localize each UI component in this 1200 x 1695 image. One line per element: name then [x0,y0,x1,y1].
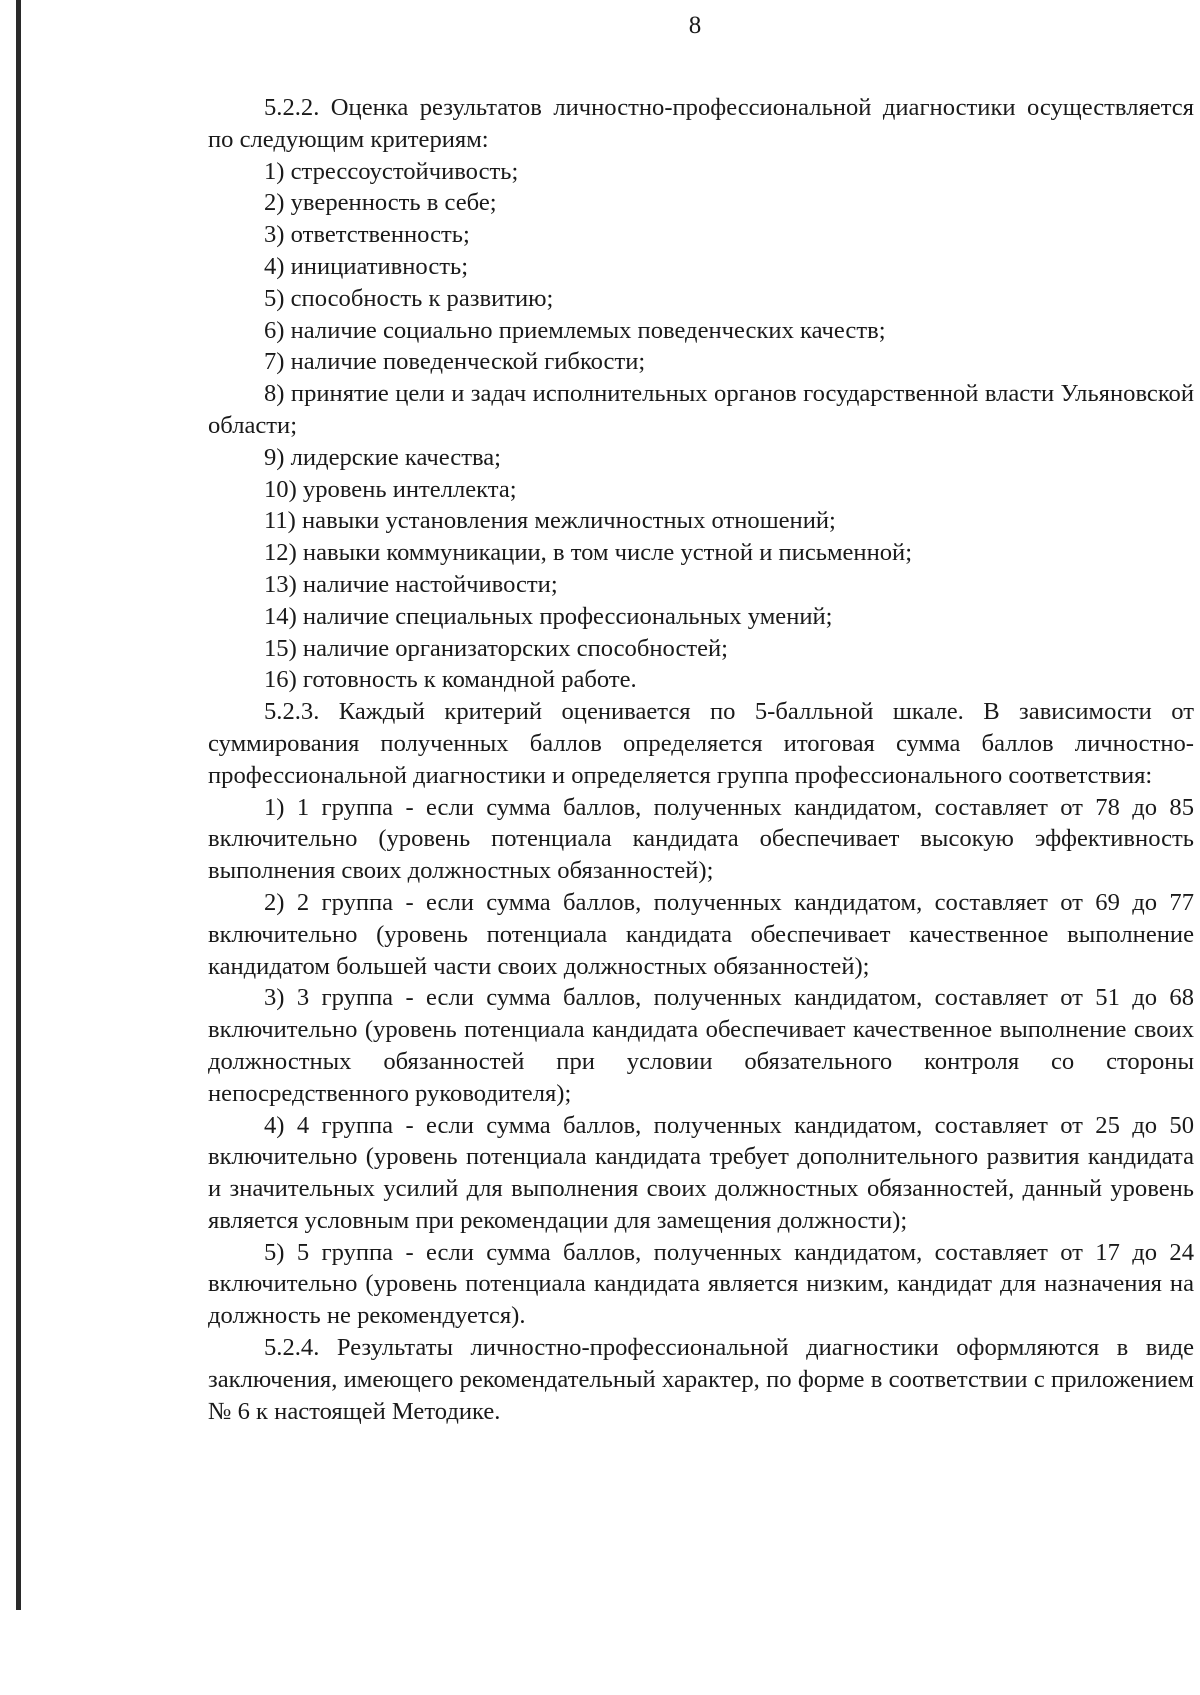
criterion-item: 14) наличие специальных профессиональных умений; [264,602,833,630]
criterion-item: 15) наличие организаторских способностей; [264,634,729,662]
criterion-item: 7) наличие поведенческой гибкости; [264,348,646,376]
criterion-item: 16) готовность к командной работе. [264,666,637,694]
group-item: 2) 2 группа - если сумма баллов, полученных кандидатом, составляет от 69 до 77 включительно (уровень потенциала кандидата обеспечивает качественное выполнение кандидатом большей части своих должностных обязанностей); [208,888,1194,980]
group-item: 5) 5 группа - если сумма баллов, полученных кандидатом, составляет от 17 до 24 включительно (уровень потенциала кандидата является низким, кандидат для назначения на должность не рекомендуется). [208,1238,1194,1330]
criterion-item: 8) принятие цели и задач исполнительных органов государственной власти Ульяновской области; [208,380,1194,439]
criterion-item: 9) лидерские качества; [264,443,501,471]
document-body [208,92,1194,1427]
criterion-item: 12) навыки коммуникации, в том числе устной и письменной; [264,539,913,567]
group-item: 4) 4 группа - если сумма баллов, полученных кандидатом, составляет от 25 до 50 включительно (уровень потенциала кандидата требует дополнительного развития кандидата и значительных усилий для выполнения своих должностных обязанностей, данный уровень является условным при рекомендации для замещения должности); [208,1111,1194,1234]
criterion-item: 5) способность к развитию; [264,284,554,312]
criterion-item: 2) уверенность в себе; [264,189,497,217]
criterion-item: 10) уровень интеллекта; [264,475,517,503]
group-item: 3) 3 группа - если сумма баллов, полученных кандидатом, составляет от 51 до 68 включительно (уровень потенциала кандидата обеспечивает качественное выполнение своих должностных обязанностей при условии обязательного контроля со стороны непосредственного руководителя); [208,984,1194,1107]
section-5-2-2-intro: 5.2.2. Оценка результатов личностно-профессиональной диагностики осуществляется по следующим критериям: [208,94,1194,153]
criterion-item: 6) наличие социально приемлемых поведенческих качеств; [264,316,886,344]
scan-edge-line [16,0,21,1610]
section-5-2-3-intro: 5.2.3. Каждый критерий оценивается по 5-балльной шкале. В зависимости от суммирования полученных баллов определяется итоговая сумма баллов личностно-профессиональной диагностики и определяется группа профессионального соответствия: [208,698,1194,789]
section-5-2-4: 5.2.4. Результаты личностно-профессиональной диагностики оформляются в виде заключения, имеющего рекомендательный характер, по форме в соответствии с приложением № 6 к настоящей Методике. [208,1334,1194,1425]
criterion-item: 11) навыки установления межличностных отношений; [264,507,836,535]
group-item: 1) 1 группа - если сумма баллов, полученных кандидатом, составляет от 78 до 85 включительно (уровень потенциала кандидата обеспечивает высокую эффективность выполнения своих должностных обязанностей); [208,793,1194,885]
criterion-item: 1) стрессоустойчивость; [264,157,519,185]
criterion-item: 13) наличие настойчивости; [264,570,558,598]
criterion-item: 4) инициативность; [264,252,469,280]
criterion-item: 3) ответственность; [264,221,470,249]
page-number: 8 [688,12,702,39]
